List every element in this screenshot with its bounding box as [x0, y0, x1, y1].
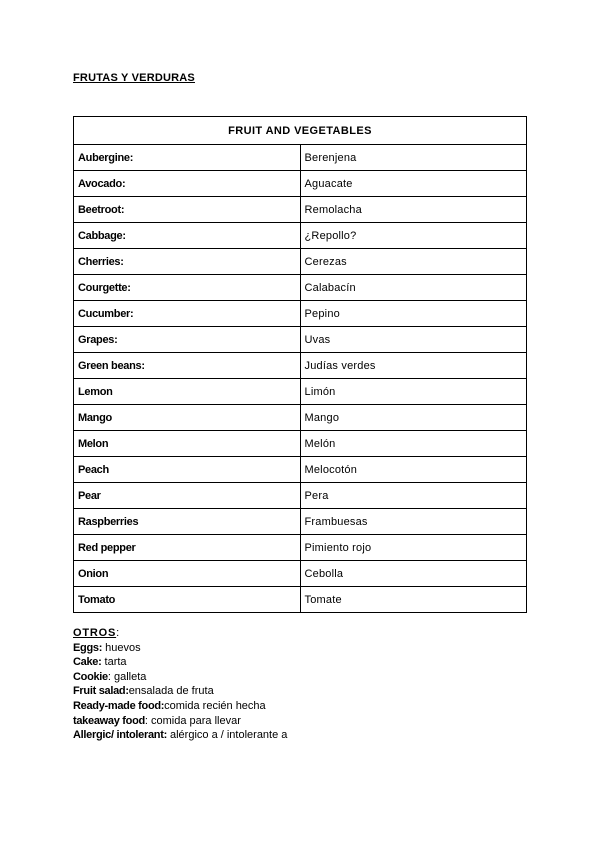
- english-term: Onion: [74, 561, 301, 587]
- spanish-translation: Pimiento rojo: [300, 535, 527, 561]
- english-term: Cucumber:: [74, 301, 301, 327]
- list-item: [73, 684, 287, 699]
- list-item: [73, 655, 287, 670]
- others-title-colon: :: [116, 627, 120, 639]
- vocab-translation: tarta: [101, 656, 127, 669]
- spanish-translation: Calabacín: [300, 275, 527, 301]
- vocab-term: takeaway food: [73, 714, 145, 727]
- table-row: [74, 249, 527, 275]
- table-row: [74, 327, 527, 353]
- spanish-translation: Aguacate: [300, 171, 527, 197]
- english-term: Avocado:: [74, 171, 301, 197]
- table-row: [74, 561, 527, 587]
- spanish-translation: Remolacha: [300, 197, 527, 223]
- table-row: [74, 353, 527, 379]
- table-row: [74, 509, 527, 535]
- list-item: [73, 714, 287, 729]
- list-item: [73, 670, 287, 685]
- others-heading: [73, 626, 287, 641]
- table-row: [74, 301, 527, 327]
- table-row: [74, 197, 527, 223]
- table-row: [74, 379, 527, 405]
- vocab-translation: comida recién hecha: [164, 699, 266, 712]
- table-header-row: [74, 117, 527, 145]
- table-row: [74, 587, 527, 613]
- spanish-translation: Limón: [300, 379, 527, 405]
- table-row: [74, 483, 527, 509]
- spanish-translation: Cebolla: [300, 561, 527, 587]
- page-title: FRUTAS Y VERDURAS: [73, 72, 195, 84]
- vocab-term: Cake:: [73, 656, 102, 669]
- spanish-translation: Pera: [300, 483, 527, 509]
- table-row: [74, 405, 527, 431]
- english-term: Cherries:: [74, 249, 301, 275]
- list-item: [73, 699, 287, 714]
- others-title: OTROS: [73, 627, 117, 639]
- spanish-translation: Judías verdes: [300, 353, 527, 379]
- table-row: [74, 457, 527, 483]
- spanish-translation: Melón: [300, 431, 527, 457]
- spanish-translation: Melocotón: [300, 457, 527, 483]
- spanish-translation: Mango: [300, 405, 527, 431]
- english-term: Grapes:: [74, 327, 301, 353]
- spanish-translation: Frambuesas: [300, 509, 527, 535]
- vocab-translation: ensalada de fruta: [128, 685, 214, 698]
- vocab-term: Allergic/ intolerant:: [73, 729, 167, 742]
- table-row: [74, 145, 527, 171]
- vocab-term: Ready-made food:: [73, 699, 165, 712]
- english-term: Beetroot:: [74, 197, 301, 223]
- vocab-translation: : galleta: [107, 670, 147, 683]
- english-term: Red pepper: [74, 535, 301, 561]
- table-row: [74, 171, 527, 197]
- vocab-term: Cookie: [73, 670, 108, 683]
- english-term: Melon: [74, 431, 301, 457]
- vocab-translation: : comida para llevar: [144, 714, 241, 727]
- english-term: Aubergine:: [74, 145, 301, 171]
- vocab-term: Fruit salad:: [73, 685, 129, 698]
- list-item: [73, 641, 287, 656]
- spanish-translation: Pepino: [300, 301, 527, 327]
- vocabulary-table: [73, 116, 527, 613]
- english-term: Cabbage:: [74, 223, 301, 249]
- english-term: Tomato: [74, 587, 301, 613]
- table-row: [74, 275, 527, 301]
- english-term: Lemon: [74, 379, 301, 405]
- table-row: [74, 535, 527, 561]
- english-term: Raspberries: [74, 509, 301, 535]
- vocab-translation: alérgico a / intolerante a: [166, 729, 288, 742]
- english-term: Peach: [74, 457, 301, 483]
- spanish-translation: ¿Repollo?: [300, 223, 527, 249]
- english-term: Courgette:: [74, 275, 301, 301]
- table-row: [74, 431, 527, 457]
- vocab-term: Eggs:: [73, 641, 103, 654]
- vocab-translation: huevos: [102, 641, 141, 654]
- list-item: [73, 728, 287, 743]
- table-header: FRUIT AND VEGETABLES: [74, 117, 527, 145]
- table-row: [74, 223, 527, 249]
- spanish-translation: Uvas: [300, 327, 527, 353]
- spanish-translation: Tomate: [300, 587, 527, 613]
- spanish-translation: Cerezas: [300, 249, 527, 275]
- english-term: Mango: [74, 405, 301, 431]
- others-section: [73, 626, 287, 743]
- spanish-translation: Berenjena: [300, 145, 527, 171]
- english-term: Pear: [74, 483, 301, 509]
- english-term: Green beans:: [74, 353, 301, 379]
